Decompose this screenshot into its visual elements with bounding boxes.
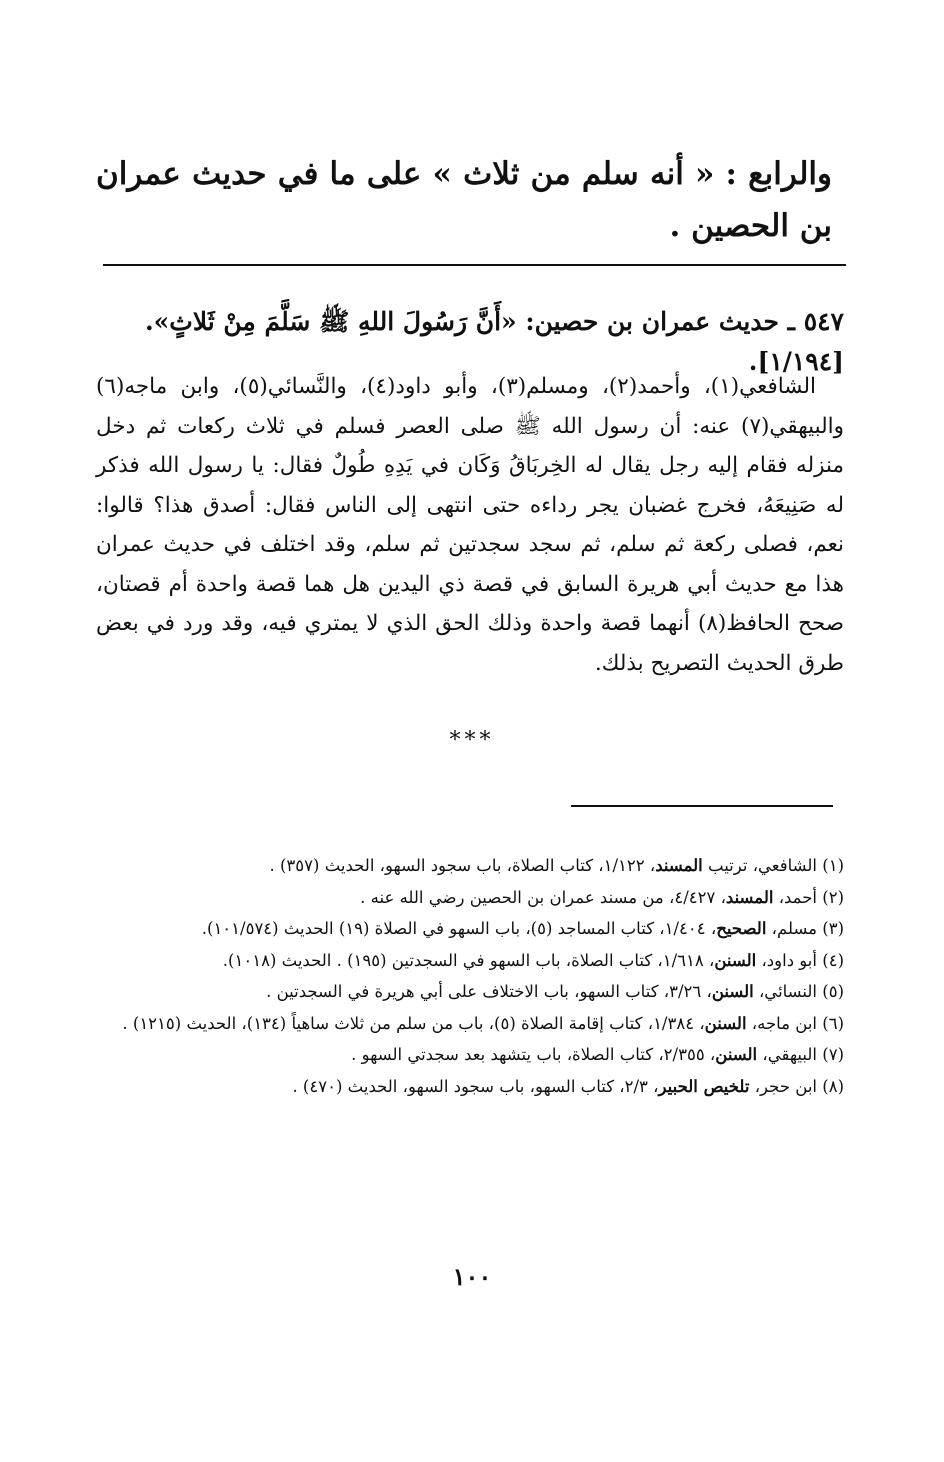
footnote-number: (٦) [822, 1013, 844, 1033]
footnote-text: الشافعي، ترتيب [708, 856, 817, 875]
horizontal-rule [103, 264, 846, 266]
footnote-number: (١) [822, 856, 844, 875]
footnote-reference: ، ١/٤٠٤، كتاب المساجد (٥)، باب السهو في الصلاة (١٩) الحديث (١٠١/٥٧٤). [201, 919, 717, 938]
footnote-text: أبو داود، [761, 950, 817, 970]
footnote-number: (٣) [822, 919, 844, 938]
footnote-number: (٨) [822, 1076, 844, 1096]
section-separator: *** [449, 728, 495, 753]
footnote-rule [571, 805, 833, 807]
footnote-3 [98, 913, 844, 945]
footnote-4 [98, 945, 844, 977]
footnote-source-title: السنن [715, 1045, 758, 1064]
body-paragraph: الشافعي(١)، وأحمد(٢)، ومسلم(٣)، وأبو داود(٤)، والنَّسائي(٥)، وابن ماجه(٦) والبيهقي(٧) عنه: أن رسول الله ﷺ صلى العصر فسلم في ثلاث ركعات ثم دخل منزله فقام إليه رجل يقال له الخِربَاقُ وَكَان في يَدِهِ طُولٌ فقال: يا رسول الله فذكر له صَنِيعَهُ، فخرج غضبان يجر رداءه حتى انتهى إلى الناس فقال: أصدق هذا؟ قالوا: نعم، فصلى ركعة ثم سلم، ثم سجد سجدتين ثم سلم، وقد اختلف في حديث عمران هذا مع حديث أبي هريرة السابق في قصة ذي اليدين هل هما قصة واحدة أم قصتان، صحح الحافظ(٨) أنهما قصة واحدة وذلك الحق الذي لا يمتري فيه، وقد ورد في بعض طرق الحديث التصريح بذلك. [96, 374, 845, 676]
footnote-1 [98, 850, 844, 882]
footnote-source-title: المسند [655, 856, 703, 875]
footnote-source-title: السنن [714, 950, 757, 970]
footnote-number: (٥) [822, 982, 844, 1001]
footnote-reference: ، ٤/٤٢٧، من مسند عمران بن الحصين رضي الله عنه . [360, 887, 726, 907]
footnote-reference: ، ٢/٣، كتاب السهو، باب سجود السهو، الحديث (٤٧٠) . [292, 1076, 659, 1096]
footnote-number: (٧) [822, 1045, 844, 1064]
footnotes [98, 850, 844, 1102]
footnote-source-title: السنن [704, 1013, 747, 1033]
footnote-reference: ، ١/٦١٨، كتاب الصلاة، باب السهو في السجدتين (١٩٥) . الحديث (١٠١٨). [222, 950, 715, 970]
footnote-reference: ، ١/٣٨٤، كتاب إقامة الصلاة (٥)، باب من سلم من ثلاث ساهياً (١٣٤)، الحديث (١٢١٥) . [122, 1013, 705, 1033]
footnote-text: البيهقي، [762, 1045, 817, 1064]
top-paragraph: والرابع : « أنه سلم من ثلاث » على ما في حديث عمران بن الحصين . [96, 156, 832, 244]
footnote-source-title: السنن [711, 982, 754, 1001]
footnote-text: ابن حجر، [754, 1076, 817, 1096]
footnote-text: النسائي، [758, 982, 817, 1001]
footnote-source-title: تلخيص الحبير [658, 1076, 750, 1096]
footnote-number: (٢) [822, 887, 844, 907]
footnote-2 [98, 882, 844, 914]
footnote-reference: ، ٢/٣٥٥، كتاب الصلاة، باب يتشهد بعد سجدتي السهو . [351, 1045, 716, 1064]
body-text [96, 367, 844, 683]
footnote-reference: ، ١/١٢٢، كتاب الصلاة، باب سجود السهو، الحديث (٣٥٧) . [269, 856, 656, 875]
footnote-5 [98, 976, 844, 1008]
page-number: ١٠٠ [452, 1262, 492, 1291]
footnote-reference: ، ٣/٢٦، كتاب السهو، باب الاختلاف على أبي هريرة في السجدتين . [266, 982, 712, 1001]
footnote-8 [98, 1071, 844, 1103]
footnote-text: أحمد، [778, 887, 817, 907]
hadith-heading: ٥٤٧ ـ حديث عمران بن حصين: «أَنَّ رَسُولَ اللهِ ﷺ سَلَّمَ مِنْ ثَلاثٍ». [١/١٩٤]. [144, 307, 844, 376]
footnote-text: ابن ماجه، [751, 1013, 817, 1033]
footnote-number: (٤) [822, 950, 844, 970]
footnote-6 [98, 1008, 844, 1040]
footnote-7 [98, 1039, 844, 1071]
footnote-text: مسلم، [771, 919, 817, 938]
footnote-source-title: المسند [725, 887, 774, 907]
footnote-source-title: الصحيح [716, 919, 767, 938]
